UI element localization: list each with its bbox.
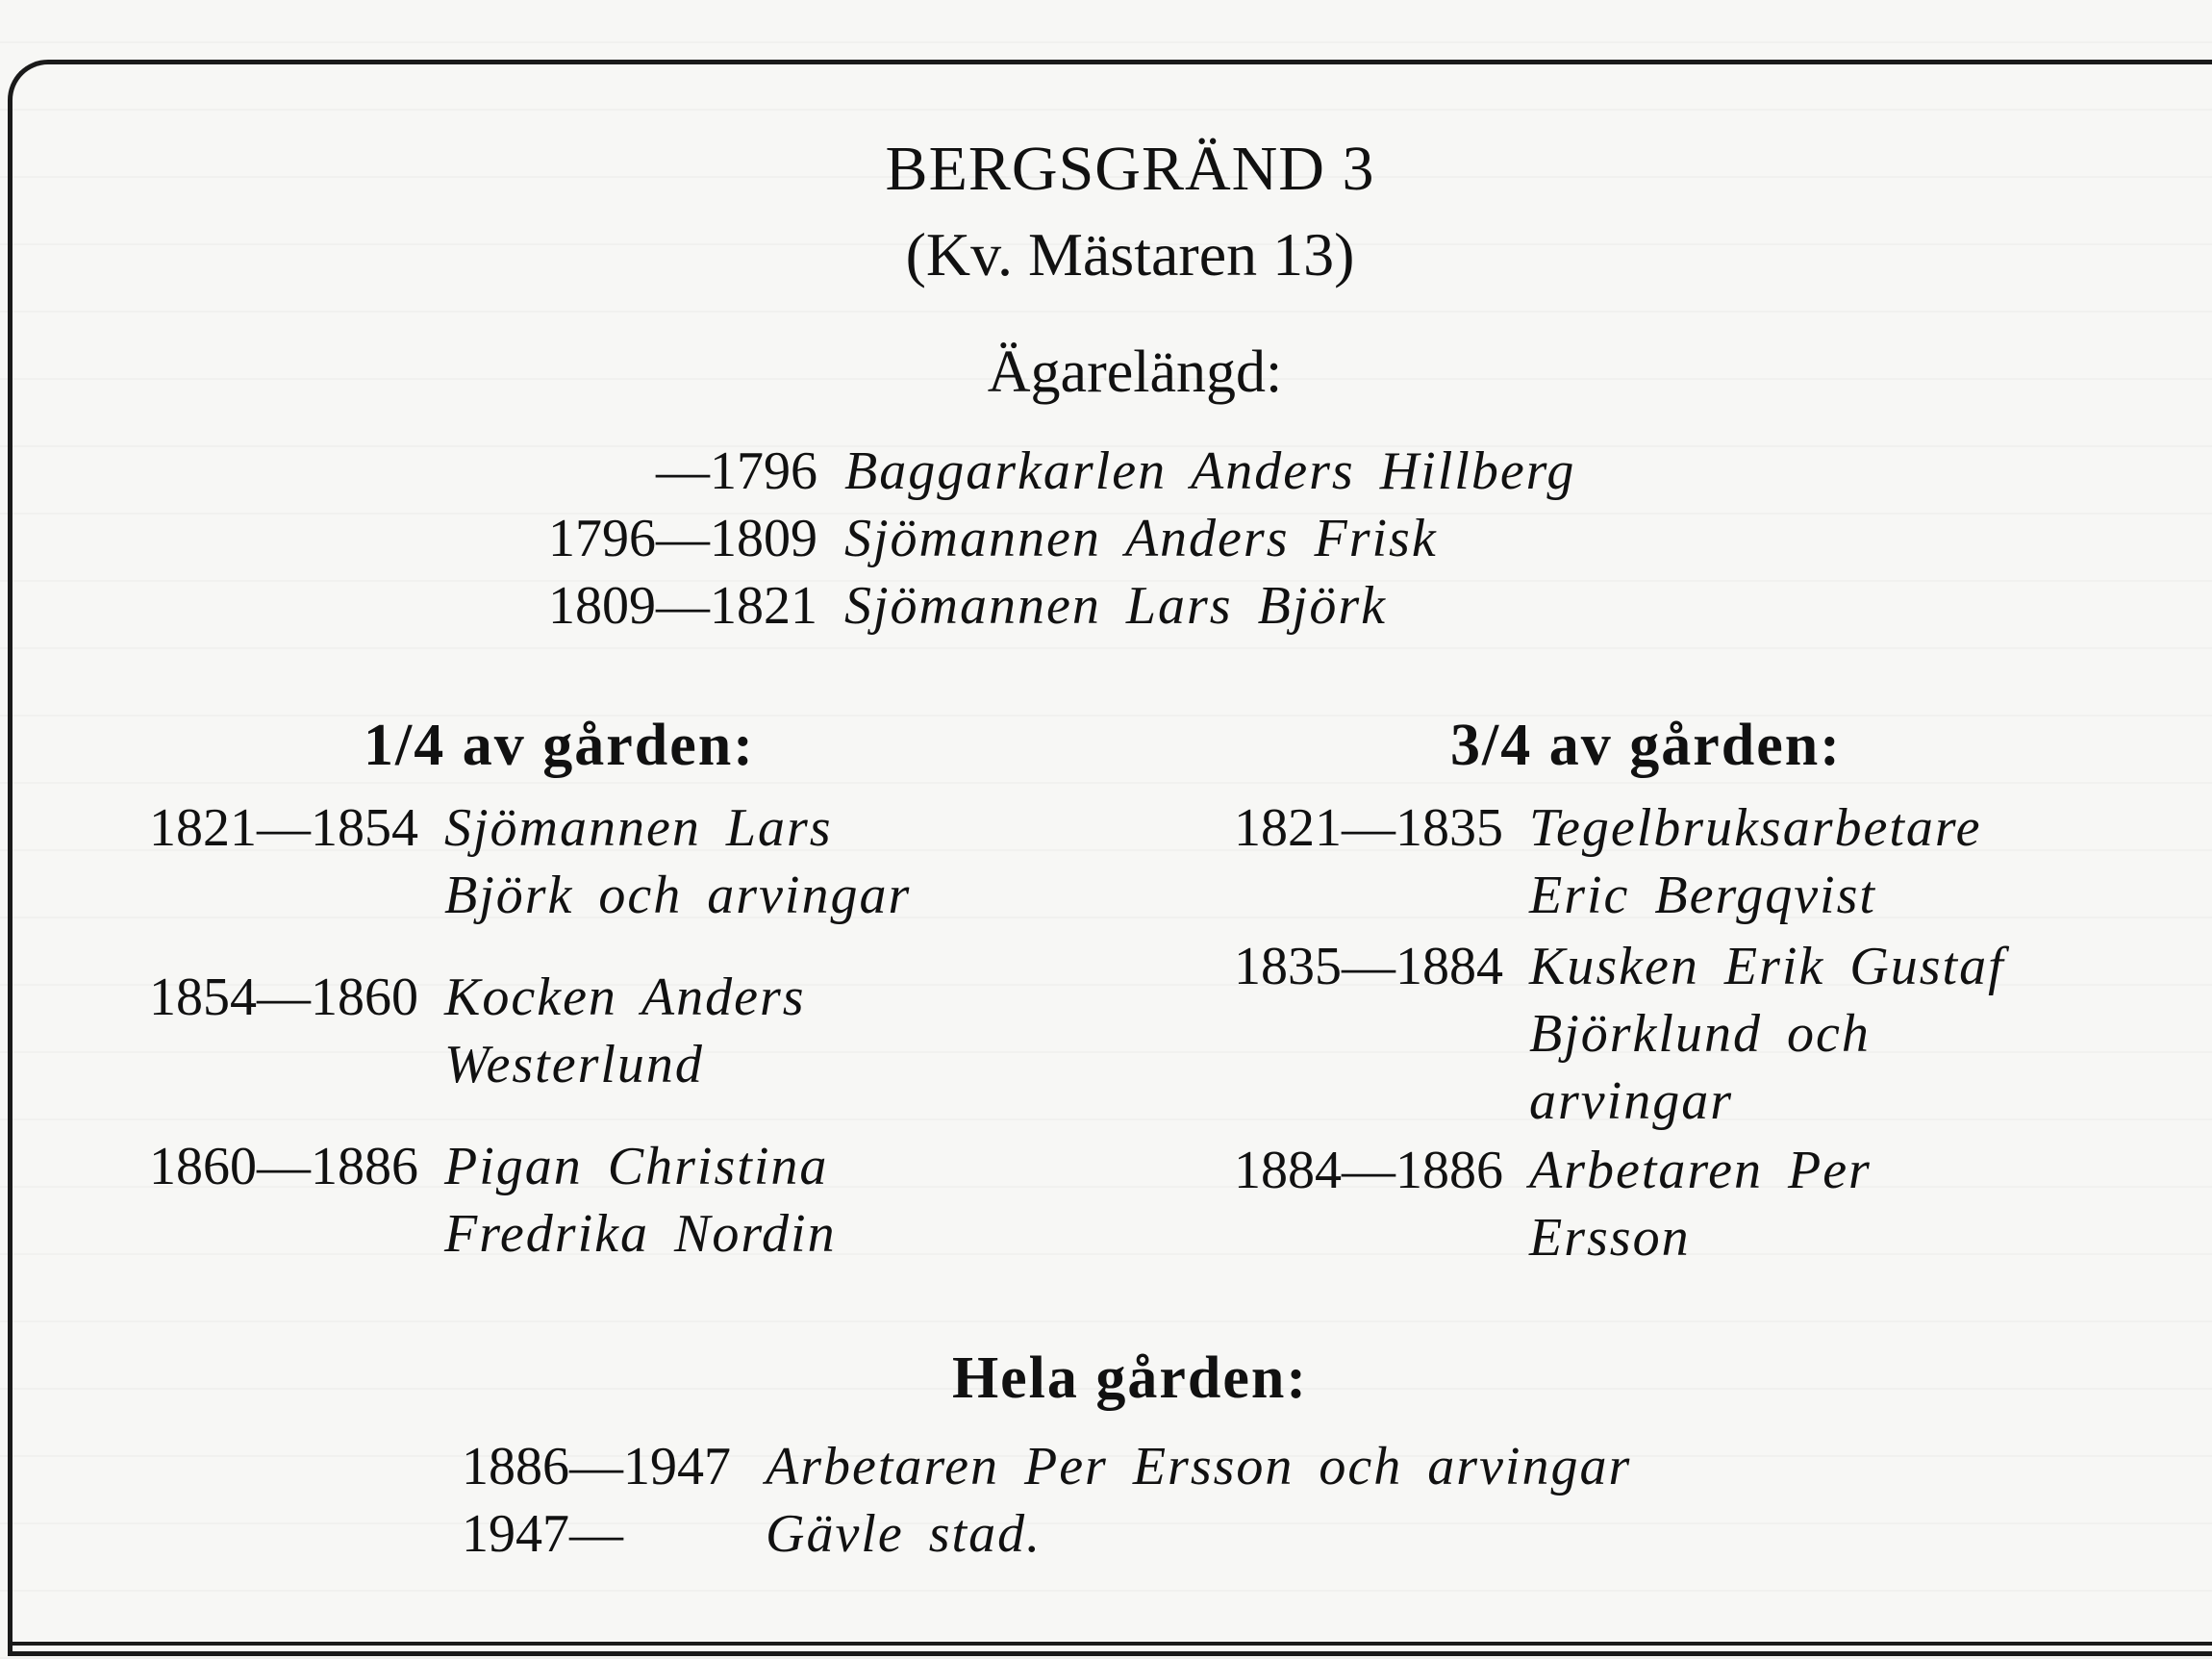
three-quarters-entry-owner (1529, 933, 2005, 1135)
owner-line: Westerlund (444, 1035, 704, 1094)
owner-line: Tegelbruksarbetare (1529, 798, 1982, 858)
initial-owner-name (844, 505, 1438, 572)
three-quarters-entry-years: 1884—1886 (1234, 1141, 1503, 1200)
three-quarters-heading: 3/4 av gården: (1450, 713, 1842, 778)
three-quarters-entry-owner (1529, 1137, 1872, 1271)
owner-line: Sjömannen Lars Björk (844, 576, 1387, 636)
owners-heading: Ägarelängd: (987, 339, 1283, 405)
owner-line: Björklund och (1529, 1004, 1871, 1064)
owner-line: arvingar (1529, 1071, 1733, 1131)
quarter-entry-owner (444, 964, 806, 1098)
three-quarters-entry (1229, 933, 2005, 1135)
whole-entry (462, 1433, 1631, 1500)
owner-line: Baggarkarlen Anders Hillberg (844, 441, 1576, 501)
quarter-entry-owner (444, 794, 911, 929)
three-quarters-entry-years: 1821—1835 (1234, 798, 1503, 858)
initial-owner-row (539, 505, 1438, 572)
owner-line: Ersson (1529, 1208, 1691, 1268)
owner-line: Björk och arvingar (444, 866, 912, 925)
initial-owner-row (539, 438, 1575, 505)
owner-line: Arbetaren Per (1529, 1141, 1872, 1200)
three-quarters-entry-owner (1529, 794, 1982, 929)
initial-owner-years: 1809—1821 (548, 576, 817, 636)
three-quarters-entry-years: 1835—1884 (1234, 937, 1503, 996)
owner-line: Kocken Anders (444, 968, 806, 1027)
owner-line: Fredrika Nordin (444, 1204, 837, 1264)
quarter-entry-years: 1860—1886 (149, 1137, 418, 1196)
owner-line: Sjömannen Lars (444, 798, 833, 858)
initial-owner-years: 1796—1809 (548, 509, 817, 568)
initial-owner-name (844, 572, 1387, 640)
quarter-entry (144, 1133, 837, 1268)
whole-heading: Hela gården: (951, 1345, 1309, 1411)
whole-entry (462, 1500, 1042, 1568)
whole-entry-years: 1947— (462, 1504, 623, 1564)
three-quarters-entry (1229, 794, 1982, 929)
whole-entry-owner (766, 1500, 1042, 1568)
owner-line: Arbetaren Per Ersson och arvingar (766, 1437, 1632, 1496)
owner-line: Pigan Christina (444, 1137, 829, 1196)
bottom-rule (8, 1642, 2212, 1646)
initial-owner-row (539, 572, 1387, 640)
initial-owner-years: —1796 (656, 441, 817, 501)
owner-line: Eric Bergqvist (1529, 866, 1876, 925)
page-title: BERGSGRÄND 3 (885, 134, 1375, 204)
three-quarters-entry (1229, 1137, 1872, 1271)
quarter-heading: 1/4 av gården: (364, 713, 755, 778)
quarter-entry-years: 1821—1854 (149, 798, 418, 858)
quarter-entry-years: 1854—1860 (149, 968, 418, 1027)
whole-entry-years: 1886—1947 (462, 1437, 731, 1496)
quarter-entry (144, 964, 806, 1098)
owner-line: Kusken Erik Gustaf (1529, 937, 2005, 996)
quarter-entry (144, 794, 911, 929)
owner-line: Gävle stad. (766, 1504, 1043, 1564)
initial-owner-name (844, 438, 1575, 505)
quarter-entry-owner (444, 1133, 837, 1268)
whole-entry-owner (766, 1433, 1631, 1500)
owner-line: Sjömannen Anders Frisk (844, 509, 1438, 568)
page-subtitle: (Kv. Mästaren 13) (905, 220, 1355, 289)
